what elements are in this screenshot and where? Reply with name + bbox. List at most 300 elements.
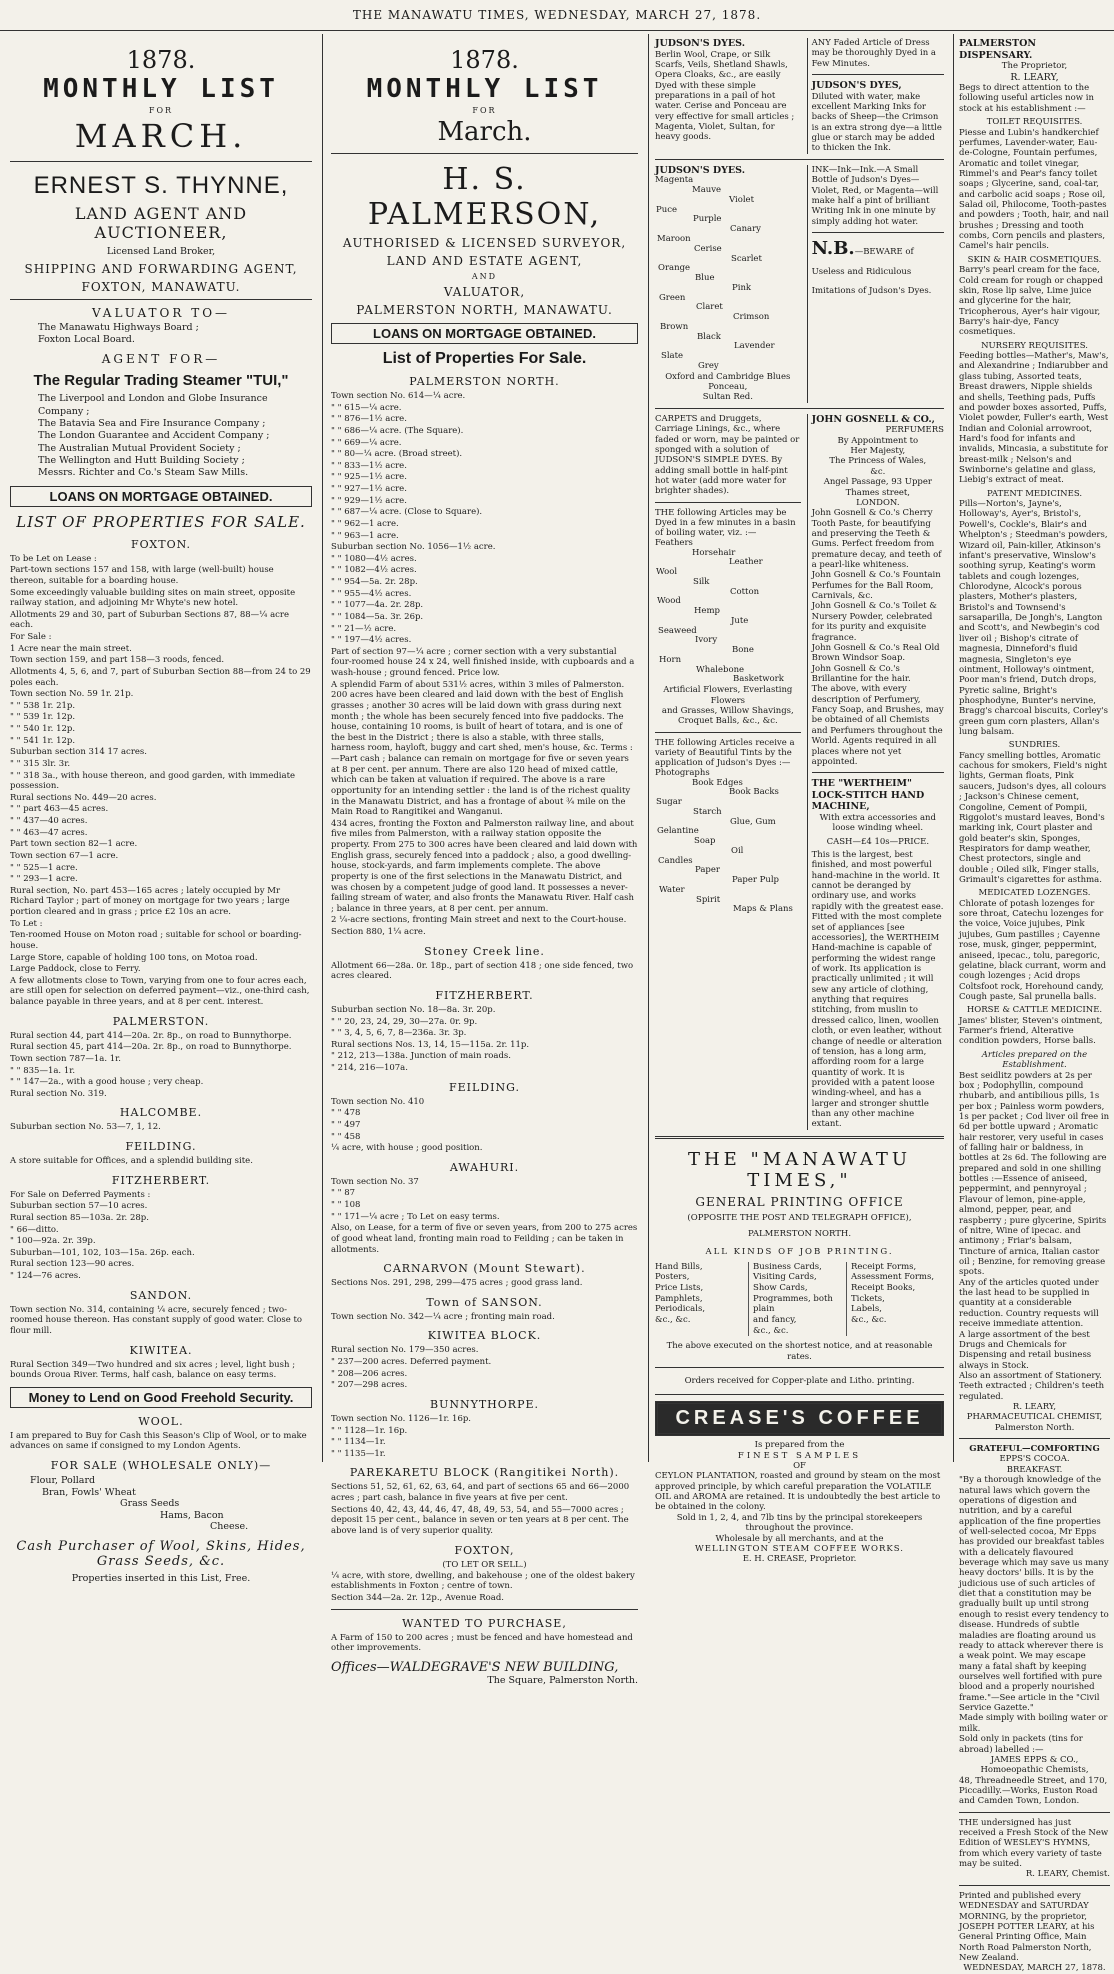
list-item: " " 497 bbox=[331, 1119, 361, 1130]
month-title: March. bbox=[437, 117, 532, 147]
list-item: Town section No. 59 1r. 21p. bbox=[10, 689, 134, 700]
list-item: John Gosnell & Co.'s Fountain Perfumes for the Ball Room, Carnivals, &c. bbox=[811, 570, 941, 602]
list-item: John Gosnell & Co.'s Real Old Brown Windsor Soap. bbox=[811, 642, 940, 664]
section-heading: Stoney Creek line. bbox=[424, 944, 545, 958]
list-item: Bran, Fowls' Wheat bbox=[42, 1486, 136, 1498]
list-item: Part-town sections 157 and 158, with large (well-built) house thereon, suitable for a boarding house. bbox=[10, 565, 274, 586]
list-item: Rural Section 349—Two hundred and six acres ; level, light bush ; bounds Oroua River. Terms, half cash, balance on easy terms. bbox=[10, 1359, 296, 1381]
list-item: Town section 787—1a. 1r. bbox=[10, 1053, 122, 1064]
imprint-date: WEDNESDAY, MARCH 27, 1878. bbox=[963, 1963, 1106, 1974]
agent-for-heading: AGENT FOR— bbox=[101, 352, 221, 367]
ad-heading: N.B. bbox=[811, 237, 855, 259]
list-item: " " 318 3a., with house thereon, and good garden, with immediate possession. bbox=[10, 770, 296, 792]
ink-ad bbox=[807, 165, 944, 403]
ad-body: and Grasses, Willow Shavings, bbox=[661, 705, 794, 716]
list-item: A few allotments close to Town, varying from one to four acres each, are still open for selection on deferred payment—viz., one-third cash, balance payable in three years, and at 8 per cent. interest. bbox=[10, 975, 310, 1008]
job-heading: ALL KINDS OF JOB PRINTING. bbox=[705, 1247, 894, 1258]
wool-text: I am prepared to Buy for Cash this Season's Clip of Wool, or to make advances on same if consigned to my London Agents. bbox=[10, 1430, 307, 1452]
divider bbox=[812, 232, 944, 233]
column-advertisements bbox=[648, 34, 950, 1565]
broker-line: Licensed Land Broker, bbox=[106, 246, 216, 257]
list-item: Gelantine bbox=[657, 826, 699, 837]
feilding-listings bbox=[331, 1097, 638, 1154]
list-item: The Wellington and Hutt Building Society ; bbox=[38, 454, 245, 466]
ad-body: Sultan Red. bbox=[702, 392, 753, 403]
list-item: Orange bbox=[658, 263, 691, 274]
subheading: SKIN & HAIR COSMETIQUES. bbox=[967, 254, 1102, 265]
list-item: " " 541 1r. 12p. bbox=[10, 735, 76, 746]
ad-text: Chlorate of potash lozenges for sore throat, Catechu lozenges for the voice, Voice jujubes, Pink jujubes, Gum pastilles ; Cayenne rose, musk, ginger, peppermint, aniseed, ipecac., tolu, paregoric, gelatine, black currant, worm and cough lozenges ; Acid drops Coltsfoot rock, Horehound candy, Cough paste, Sal prunella balls. bbox=[959, 898, 1107, 1002]
list-item: Sections 51, 52, 61, 62, 63, 64, and part of sections 65 and 66—2000 acres ; part cash, balance in five years at five per cent. bbox=[331, 1482, 630, 1503]
monthly-list-title: MONTHLY LIST bbox=[366, 74, 603, 104]
signature: R. LEARY, Chemist. bbox=[1025, 1869, 1110, 1880]
list-item: Oil bbox=[731, 845, 744, 856]
list-heading: LIST OF PROPERTIES FOR SALE. bbox=[16, 512, 306, 531]
subheading: NURSERY REQUISITES. bbox=[981, 340, 1088, 351]
tint-list bbox=[655, 769, 801, 915]
list-item: " " 955—4½ acres. bbox=[331, 588, 412, 599]
coffee-text: Is prepared from the bbox=[754, 1440, 845, 1451]
list-item: The Batavia Sea and Fire Insurance Company ; bbox=[38, 417, 266, 429]
list-item: The above, with every description of Perfumery, Fancy Soap, and Brushes, may be obtained of all Chemists and Perfumers throughout the World. Agents required in all places where not yet appointed. bbox=[811, 684, 944, 767]
list-item: " " 1128—1r. 16p. bbox=[331, 1425, 408, 1436]
list-item: Pamphlets, bbox=[655, 1293, 703, 1304]
bunnythorpe-listings bbox=[331, 1414, 638, 1460]
list-item: Horn bbox=[659, 654, 682, 665]
steamer-heading: The Regular Trading Steamer "TUI," bbox=[33, 372, 289, 390]
list-item: " " 87 bbox=[331, 1188, 356, 1199]
list-item: " " 437—40 acres. bbox=[10, 816, 88, 827]
ad-body: Diluted with water, make excellent Marking Inks for backs of Sheep—the Crimson is an extra strong dye—a little glue or starch may be added to thicken the Ink. bbox=[811, 91, 942, 154]
shipping-line: SHIPPING AND FORWARDING AGENT, bbox=[24, 261, 298, 276]
ad-body: Oxford and Cambridge Blues Ponceau, bbox=[665, 371, 791, 393]
list-item: The London Guarantee and Accident Company ; bbox=[38, 430, 270, 442]
list-item: Grass Seeds bbox=[120, 1498, 180, 1510]
list-item: Assessment Forms, bbox=[851, 1272, 935, 1283]
list-item: Wood bbox=[657, 596, 681, 607]
subheading: HORSE & CATTLE MEDICINE. bbox=[966, 1005, 1103, 1016]
ad-text: Barry's pearl cream for the face, Cold cream for rough or chapped skin, Rose lip salve, Lime juice and glycerine for the hair, Tricopherous, Ayer's hair vigour, Barry's hair-dye, Fancy cosmetiques. bbox=[959, 265, 1104, 338]
foxton-sub: (TO LET OR SELL.) bbox=[442, 1559, 527, 1570]
list-item: Periodicals, bbox=[655, 1304, 706, 1315]
advertiser-name: H. S. PALMERSON, bbox=[367, 162, 602, 232]
section-heading: FEILDING. bbox=[449, 1080, 520, 1094]
list-item: Receipt Books, bbox=[851, 1283, 916, 1294]
list-item: Programmes, both plain bbox=[753, 1293, 833, 1315]
list-item: Blue bbox=[695, 273, 715, 284]
divider bbox=[812, 772, 944, 773]
land-agent-line: LAND AND ESTATE AGENT, bbox=[386, 254, 583, 268]
list-item: " " 1135—1r. bbox=[331, 1448, 386, 1459]
appointment-list bbox=[812, 436, 944, 509]
list-item: " " 669—¼ acre. bbox=[331, 437, 402, 448]
section-heading: FOXTON, bbox=[454, 1543, 515, 1557]
list-item: Candles bbox=[658, 855, 693, 866]
list-item: ¼ acre, with house ; good position. bbox=[331, 1143, 483, 1154]
list-item: Posters, bbox=[655, 1272, 690, 1283]
list-item: By Appointment to bbox=[837, 435, 919, 446]
coffee-text: OF bbox=[793, 1460, 806, 1471]
list-item: Suburban section 57—10 acres. bbox=[10, 1201, 148, 1212]
list-item: Silk bbox=[693, 576, 710, 587]
advertiser-name: ERNEST S. THYNNE, bbox=[33, 172, 289, 199]
list-item: Rural section 85—103a. 2r. 28p. bbox=[10, 1212, 149, 1223]
list-item: Foxton Local Board. bbox=[38, 333, 135, 345]
year: 1878. bbox=[126, 46, 196, 74]
divider bbox=[655, 408, 944, 409]
list-item: Wool bbox=[656, 567, 678, 578]
money-banner: Money to Lend on Good Freehold Security. bbox=[10, 1387, 312, 1408]
ad-text: Sold only in packets (tins for abroad) labelled :— bbox=[959, 1734, 1083, 1755]
list-item: Suburban section No. 1056—1½ acre. bbox=[331, 542, 496, 553]
list-item: Grey bbox=[698, 360, 719, 371]
list-item: Whalebone bbox=[696, 664, 745, 675]
list-item: " " 478 bbox=[331, 1108, 361, 1119]
ad-text: The Proprietor, bbox=[1001, 61, 1068, 72]
list-item: " " 963—1 acre. bbox=[331, 530, 399, 541]
for-label: FOR bbox=[148, 106, 174, 115]
list-item: " " 458 bbox=[331, 1131, 361, 1142]
section-heading: KIWITEA. bbox=[129, 1343, 193, 1357]
list-item: Horsehair bbox=[692, 547, 736, 558]
list-item: " " 315 3lr. 3r. bbox=[10, 758, 71, 769]
list-item: Town section No. 410 bbox=[331, 1096, 425, 1107]
divider bbox=[655, 1367, 944, 1368]
ad-text: Pills—Norton's, Jayne's, Holloway's, Ayer's, Bristol's, Powell's, Cockle's, Blair's and Whelpton's ; Steedman's powders, Wizard oil, Pain-killer, Atkinson's infant's preservative, Winslow's soothing syrup, Keating's worm tablets and cough lozenges, Chlorodyne, Alcock's porous plasters, Mother's plasters, Bristol's and Townsend's sarsaparilla, De Jongh's, Langton and Scott's, and Newbegin's cod liver oil ; Bishop's citrate of magnesia, Dinneford's fluid magnesia, Singleton's eye ointment, Holloway's ointment, Poor man's friend, Dutch drops, Pyretic saline, Bright's phosphodyne, Bunter's nervine, Bragg's charcoal biscuits, Corley's green gum corn plasters, Allan's lung balsam. bbox=[959, 499, 1108, 738]
list-item: " 207—298 acres. bbox=[331, 1380, 408, 1391]
list-item: Large Store, capable of holding 100 tons, on Motoa road. bbox=[10, 952, 258, 963]
list-item: Water bbox=[659, 884, 685, 895]
year: 1878. bbox=[450, 46, 519, 74]
section-heading: CARNARVON (Mount Stewart). bbox=[383, 1262, 586, 1276]
section-heading: BUNNYTHORPE. bbox=[429, 1397, 540, 1411]
coffee-text: WELLINGTON STEAM COFFEE WORKS. bbox=[695, 1543, 904, 1554]
loans-banner: LOANS ON MORTGAGE OBTAINED. bbox=[331, 323, 638, 344]
list-item: Crimson bbox=[733, 312, 770, 323]
list-item: 1 Acre near the main street. bbox=[10, 643, 132, 654]
list-item: Lavender bbox=[734, 341, 775, 352]
list-item: " " 21—½ acre. bbox=[331, 623, 397, 634]
list-item: Jute bbox=[731, 615, 749, 626]
ad-text: "By a thorough knowledge of the natural laws which govern the operations of digestion and nutrition, and by a careful application of the fine properties of well-selected cocoa, Mr Epps has provided our breakfast tables with a delicately flavoured beverage which may save us many heavy doctors' bills. It is by the judicious use of such articles of diet that a constitution may be gradually built up until strong enough to resist every tendency to disease. Hundreds of subtle maladies are floating around us ready to attack wherever there is a weak point. We may escape many a fatal shaft by keeping ourselves well fortified with pure blood and a properly nourished frame."—See article in the "Civil Service Gazette." bbox=[959, 1475, 1109, 1714]
judson-colours-ad bbox=[655, 165, 801, 403]
section-heading: PAREKARETU BLOCK (Rangitikei North). bbox=[349, 1466, 620, 1480]
job-column bbox=[655, 1262, 748, 1336]
ad-heading: JOHN GOSNELL & CO., bbox=[811, 413, 935, 425]
list-item: " " 20, 23, 24, 29, 30—27a. 0r. 9p. bbox=[331, 1016, 478, 1027]
list-item: Allotments 29 and 30, part of Suburban Sections 87, 88—¼ acre each. bbox=[10, 609, 289, 631]
list-item: Suburban section No. 53—7, 1, 12. bbox=[10, 1122, 161, 1133]
divider bbox=[331, 153, 638, 154]
list-item: Section 344—2a. 2r. 12p., Avenue Road. bbox=[331, 1593, 504, 1604]
foxton-listings bbox=[331, 1571, 638, 1604]
fitzherbert-listings bbox=[331, 1005, 638, 1074]
list-item: " " 539 1r. 12p. bbox=[10, 712, 76, 723]
list-item: The Australian Mutual Provident Society ; bbox=[38, 442, 241, 454]
list-item: Rural section No. 319. bbox=[10, 1088, 107, 1099]
ad-text: Teeth extracted ; Children's teeth regulated. bbox=[959, 1381, 1105, 1402]
for-label: FOR bbox=[472, 106, 497, 115]
list-item: Green bbox=[659, 292, 686, 303]
list-item: Book Backs bbox=[729, 787, 779, 798]
list-item: Town section 159, and part 158—3 roods, fenced. bbox=[10, 655, 225, 666]
list-item: &c., &c. bbox=[655, 1314, 691, 1325]
list-item: Feathers bbox=[655, 537, 693, 548]
list-item: " 237—200 acres. Deferred payment. bbox=[331, 1357, 492, 1367]
ad-body: Croquet Balls, &c., &c. bbox=[677, 716, 778, 727]
palmerston-listings bbox=[10, 1031, 312, 1100]
list-item: Rural section No. 179—350 acres. bbox=[331, 1345, 479, 1356]
list-item: " 66—ditto. bbox=[10, 1224, 59, 1235]
section-heading: Town of SANSON. bbox=[426, 1295, 543, 1309]
list-item: Rural section, No. part 453—165 acres ; lately occupied by Mr Richard Taylor ; part of money on mortgage for two years ; large portion cleared and in grass ; price £2 10s an acre. bbox=[10, 885, 290, 918]
list-item: Purple bbox=[693, 214, 722, 225]
list-item: Allotment 66—28a. 0r. 18p., part of section 418 ; one side fenced, two acres cleared. bbox=[331, 960, 634, 982]
sandon-listings bbox=[10, 1305, 312, 1337]
list-item: Soap bbox=[694, 836, 716, 847]
list-item: Some exceedingly valuable building sites on main street, opposite railway station, and adjoining Mr Whyte's new hotel. bbox=[10, 587, 296, 609]
list-item: Rural section 44, part 414—20a. 2r. 8p., on road to Bunnythorpe. bbox=[10, 1030, 292, 1041]
list-item: " " 615—¼ acre. bbox=[331, 402, 402, 413]
divider bbox=[655, 1136, 944, 1139]
ad-row bbox=[655, 414, 944, 1130]
valuator-line: VALUATOR, bbox=[443, 285, 526, 299]
list-item: Black bbox=[697, 331, 721, 342]
ad-text: Homoeopathic Chemists, bbox=[980, 1765, 1089, 1776]
list-item: Canary bbox=[730, 224, 761, 235]
list-item: Hams, Bacon bbox=[160, 1509, 224, 1521]
list-item: Suburban section 314 17 acres. bbox=[10, 747, 147, 758]
signature: Palmerston North. bbox=[994, 1422, 1075, 1433]
section-heading: KIWITEA BLOCK. bbox=[427, 1329, 542, 1343]
foxton-listings bbox=[10, 554, 312, 1008]
properties-note: Properties inserted in this List, Free. bbox=[71, 1572, 251, 1584]
list-item: Claret bbox=[696, 302, 723, 313]
and-line: AND bbox=[471, 272, 498, 281]
column-thynne bbox=[0, 34, 318, 1584]
list-item: Visiting Cards, bbox=[753, 1272, 817, 1283]
list-item: " " 108 bbox=[331, 1200, 361, 1210]
ad-body: This is the largest, best finished, and most powerful hand-machine in the world. It cannot be deranged by ordinary use, and works rapidly with the greatest ease. Fitted with the most complete set of appliances [see accessories], the WERTHEIM Hand-machine is capable of performing the widest range of work. Its application is practically unlimited ; it will sew any article of clothing, anything that requires stitching, from muslin to dressed calico, linen, woollen cloth, or even leather, without change of needle or alteration of tension, has a long arm, affording room for a large quantity of work. It is provided with a patent loose winding-wheel, and has a larger and stronger shuttle than any other machine extant. bbox=[811, 850, 944, 1130]
list-item: Town section No. 342—¼ acre ; fronting main road. bbox=[331, 1311, 555, 1322]
list-item: Messrs. Richter and Co.'s Steam Saw Mills. bbox=[38, 467, 249, 479]
list-item: Bone bbox=[732, 645, 754, 656]
list-item: ¼ acre, with store, dwelling, and bakehouse ; one of the oldest bakery establishments in Foxton ; centre of town. bbox=[331, 1570, 635, 1592]
list-item: Paper Pulp bbox=[732, 875, 779, 886]
list-item: " " 929—1½ acre. bbox=[331, 495, 407, 506]
list-item: A splendid Farm of about 531½ acres, within 3 miles of Palmerston. 200 acres have been cleared and laid down with the best of English grasses ; another 30 acres will be laid down with grass during next month ; the whole has been securely fenced into five paddocks. The house, containing 10 rooms, is built of heart of totara, and is one of the best in the District ; there is also a stable, with three stalls, harness room, hayloft, buggy and cart shed, men's house, &c. Terms :—Part cash ; balance can remain on mortgage for five or seven years at 8 per cent. per annum. There are also 120 head of mixed cattle, which can be taken at valuation if required. The above is a rare opportunity for an intending settler : the land is of the richest quality in the Manawatu District, and has a frontage of about ¾ mile on the Main Road to Rangitikei and Wanganui. bbox=[331, 679, 633, 818]
ad-text: Best seidlitz powders at 2s per box ; Podophyllin, compound rhubarb, and antibilious pills, 1s per box ; Painless worm powders, 1s per packet ; Cod liver oil free in 6d per bottle upward ; Aromatic hair restorer, very useful in cases of falling hair or baldness, in bottles at 2s 6d. The following are prepared and sold in one shilling bottles :—Essence of aniseed, peppermint, and pennyroyal ; Flavour of lemon, pine-apple, almond, pepper, pear, and raspberry ; pure glycerine, Spirits of nitre, Wine of ipecac. and antimony ; Friar's balsam, Tincture of arnica, Italian castor oil ; Benzine, for removing grease spots. bbox=[959, 1070, 1110, 1278]
list-item: Cheese. bbox=[210, 1521, 249, 1533]
list-item: " " 3, 4, 5, 6, 7, 8—236a. 3r. 3p. bbox=[331, 1028, 467, 1039]
section-heading: PALMERSTON NORTH. bbox=[409, 375, 560, 388]
list-item: Also, on Lease, for a term of five or seven years, from 200 to 275 acres of good wheat land, fronting main road to Feilding ; can be taken in allotments. bbox=[331, 1223, 638, 1255]
job-column bbox=[748, 1262, 846, 1336]
list-item: " " 147—2a., with a good house ; very cheap. bbox=[10, 1077, 204, 1088]
list-item: " " 540 1r. 12p. bbox=[10, 724, 76, 735]
list-item: The Liverpool and London and Globe Insurance Company ; bbox=[38, 393, 268, 417]
coffee-text: Wholesale by all merchants, and at the bbox=[715, 1533, 884, 1544]
divider bbox=[655, 502, 801, 503]
list-item: Rural sections Nos. 13, 14, 15—115a. 2r. 11p. bbox=[331, 1039, 530, 1050]
times-office: GENERAL PRINTING OFFICE bbox=[695, 1194, 904, 1209]
masthead: THE MANAWATU TIMES, WEDNESDAY, MARCH 27, 1878. bbox=[0, 0, 1114, 31]
ad-heading: JUDSON'S DYES. bbox=[655, 38, 746, 49]
list-item: Sections Nos. 291, 298, 299—475 acres ; good grass land. bbox=[331, 1278, 583, 1289]
cash-price: CASH—£4 10s—PRICE. bbox=[826, 836, 930, 847]
divider bbox=[655, 1394, 944, 1395]
list-item: Mauve bbox=[692, 185, 722, 196]
list-item: Suburban—101, 102, 103—15a. 26p. each. bbox=[10, 1247, 195, 1258]
advertiser-title: AUTHORISED & LICENSED SURVEYOR, bbox=[342, 236, 627, 250]
list-item: Flour, Pollard bbox=[30, 1475, 96, 1487]
coffee-text: Sold in 1, 2, 4, and 7lb tins by the principal storekeepers throughout the province. bbox=[676, 1512, 923, 1534]
gosnell-body bbox=[812, 508, 944, 767]
wholesale-heading: FOR SALE (WHOLESALE ONLY)— bbox=[50, 1459, 272, 1473]
stoney-listings bbox=[331, 961, 638, 982]
agency-list bbox=[10, 393, 312, 479]
monthly-list-title: MONTHLY LIST bbox=[43, 74, 279, 104]
list-item: Rural sections No. 449—20 acres. bbox=[10, 792, 157, 803]
list-item: Magenta bbox=[655, 175, 694, 186]
list-item: &c. bbox=[870, 466, 886, 477]
list-item: " " 1084—5a. 3r. 26p. bbox=[331, 611, 424, 622]
wholesale-items bbox=[10, 1475, 312, 1533]
imprint: Printed and published every WEDNESDAY and SATURDAY MORNING, by the proprietor, JOSEPH POTTER LEARY, at his General Printing Office, Main North Road Palmerston North, New Zealand. bbox=[959, 1890, 1095, 1963]
list-item: " " 1082—4½ acres. bbox=[331, 565, 417, 576]
wool-heading: WOOL. bbox=[138, 1414, 184, 1428]
section-heading: PALMERSTON. bbox=[112, 1014, 210, 1028]
list-item: Suburban section No. 18—8a. 3r. 20p. bbox=[331, 1004, 496, 1015]
list-item: Town section No. 1126—1r. 16p. bbox=[331, 1413, 472, 1424]
list-item: Ten-roomed House on Moton road ; suitable for school or boarding-house. bbox=[10, 930, 302, 951]
list-item: 434 acres, fronting the Foxton and Palmerston railway line, and about five miles from Palmerston, with a railway station opposite the property. From 275 to 300 acres have been cleared and laid down with English grass, securely fenced into a paddock ; also, a good dwelling-house, stock-yards, and farm implements complete. The above property is one of the first selections in the Manawatu District, and was chosen by a competent judge of good land. It possesses a never-failing stream of water, and also fronts the Manawatu River. Half cash ; balance in three years, at 8 per cent. per annum. bbox=[331, 818, 638, 914]
article-list bbox=[655, 539, 801, 685]
list-item: Brown bbox=[660, 321, 689, 332]
list-item: Scarlet bbox=[731, 253, 762, 264]
subheading: SUNDRIES. bbox=[1008, 740, 1061, 751]
list-item: " " part 463—45 acres. bbox=[10, 804, 109, 815]
ad-body: INK—Ink—Ink.—A Small Bottle of Judson's Dyes—Violet, Red, or Magenta—will make half a pint of brilliant Writing Ink in one minute by simply adding hot water. bbox=[811, 164, 939, 227]
shortest-notice: The above executed on the shortest notice, and at reasonable rates. bbox=[666, 1341, 933, 1362]
ad-text: Piesse and Lubin's handkerchief perfumes, Lavender-water, Eau-de-Cologne, Fountain perfumes, Aromatic and toilet vinegar, Rimmel's and Pear's fancy toilet soaps ; Glycerine, sand, coal-tar, and carbolic acid soaps ; Rose oil, Salad oil, Philocome, Tooth-pastes and powders ; Tooth, hair, and nail brushes ; Dressing and tooth combs, Corn pencils and plasters, Camel's hair pencils. bbox=[959, 127, 1109, 252]
ad-text: 48, Threadneedle Street, and 170, Piccadilly.—Works, Euston Road and Camden Town, London. bbox=[959, 1775, 1108, 1807]
section-heading: FITZHERBERT. bbox=[111, 1173, 211, 1187]
subheading: PATENT MEDICINES. bbox=[986, 488, 1083, 499]
kiwitea-listings bbox=[10, 1360, 312, 1381]
list-item: Violet bbox=[729, 194, 754, 205]
ad-text: A large assortment of the best Drugs and Chemicals for Dispensing and retail business always in Stock. bbox=[959, 1329, 1092, 1371]
list-item: Labels, bbox=[851, 1304, 882, 1315]
sanson-listings bbox=[331, 1312, 638, 1323]
list-heading: List of Properties For Sale. bbox=[382, 350, 587, 367]
wanted-heading: WANTED TO PURCHASE, bbox=[402, 1616, 567, 1630]
list-item: Receipt Forms, bbox=[851, 1261, 917, 1272]
list-item: John Gosnell & Co.'s Cherry Tooth Paste, for beautifying and preserving the Teeth & Gums. Perfect freedom from premature decay, and teeth of a pearl-like whiteness. bbox=[811, 508, 942, 571]
divider bbox=[959, 1885, 1110, 1886]
divider bbox=[959, 1438, 1110, 1439]
ad-body: Berlin Wool, Crape, or Silk Scarfs, Veils, Shetland Shawls, Opera Cloaks, &c., are easily Dyed with these simple preparations in a pail of hot water. Cerise and Ponceau are very effective for small articles ; Magenta, Violet, Sultan, for heavy goods. bbox=[655, 49, 795, 143]
list-item: To be Let on Lease : bbox=[10, 553, 97, 564]
list-item: Ivory bbox=[695, 635, 718, 646]
list-item: Large Paddock, close to Ferry. bbox=[10, 964, 141, 975]
list-item: " 208—206 acres. bbox=[331, 1368, 408, 1379]
judson-ad bbox=[807, 38, 944, 154]
list-item: The Manawatu Highways Board ; bbox=[38, 321, 199, 333]
divider bbox=[10, 161, 312, 162]
section-heading: FOXTON. bbox=[130, 537, 192, 551]
ad-row bbox=[655, 38, 944, 154]
coffee-text: FINEST SAMPLES bbox=[737, 1450, 862, 1461]
list-item: Spirit bbox=[696, 894, 721, 905]
list-item: Town section No. 314, containing ¼ acre, securely fenced ; two-roomed house thereon. Has constant supply of good water. Close to flour mill. bbox=[10, 1304, 303, 1336]
valuator-list bbox=[10, 322, 312, 347]
ad-text: Any of the articles quoted under the last head to be supplied in quantity at a considerable reduction. Country requests will receive immediate attention. bbox=[959, 1277, 1099, 1330]
coffee-text: CEYLON PLANTATION, roasted and ground by steam on the most approved principle, by which careful preparation the VOLATILE OIL and AROMA are retained. It is undoubtedly the best article to be obtained in the colony. bbox=[655, 1471, 941, 1513]
halcombe-listings bbox=[10, 1122, 312, 1133]
list-item: Paper bbox=[695, 865, 720, 876]
ad-sub: BREAKFAST. bbox=[1006, 1464, 1063, 1475]
list-item: and fancy, bbox=[753, 1314, 797, 1325]
feilding-listings bbox=[10, 1156, 312, 1167]
ad-text: Also an assortment of Stationery. bbox=[959, 1370, 1102, 1381]
palmerston-north-listings bbox=[331, 391, 638, 938]
list-item: " " 962—1 acre. bbox=[331, 518, 399, 529]
square-line: The Square, Palmerston North. bbox=[487, 1674, 638, 1686]
list-item: Seaweed bbox=[658, 625, 697, 636]
ad-text: Fancy smelling bottles, Aromatic cachous for smokers, Field's night lights, German floats, Pink saucers, Judson's dyes, all colours ; Jackson's Chinese cement, Congoline, Cement of Pompii, Riggolot's mustard leaves, Bond's marking ink, Court plaster and gold beater's skin, Sponges, Respirators for damp weather, Chest protectors, single and double ; Oiled silk, Finger stalls, Grimault's cigarettes for asthma. bbox=[959, 750, 1108, 886]
list-item: Part town section 82—1 acre. bbox=[10, 839, 138, 850]
ad-text: THE undersigned has just received a Fresh Stock of the New Edition of WESLEY'S HYMNS, from which every variety of taste may be suited. bbox=[959, 1817, 1109, 1870]
section-heading: FITZHERBERT. bbox=[435, 988, 534, 1002]
carnarvon-listings bbox=[331, 1278, 638, 1289]
list-item: To Let : bbox=[10, 918, 43, 929]
ad-heading: JUDSON'S DYES. bbox=[655, 164, 746, 176]
list-item: John Gosnell & Co.'s Brillantine for the hair. bbox=[811, 663, 911, 684]
ad-text: Begs to direct attention to the following useful articles now in stock at his establishment :— bbox=[959, 83, 1094, 114]
loans-banner: LOANS ON MORTGAGE OBTAINED. bbox=[10, 486, 312, 507]
divider bbox=[331, 1609, 638, 1610]
list-item: For Sale on Deferred Payments : bbox=[10, 1189, 151, 1200]
list-item: Sugar bbox=[656, 797, 682, 808]
list-item: " " 197—4½ acres. bbox=[331, 635, 412, 646]
judson-ad bbox=[655, 38, 801, 154]
ad-heading: THE "WERTHEIM" LOCK-STITCH HAND MACHINE, bbox=[811, 778, 925, 813]
list-item: " " 1077—4a. 2r. 28p. bbox=[331, 600, 424, 611]
list-item: " 124—76 acres. bbox=[10, 1271, 81, 1282]
divider bbox=[655, 732, 801, 733]
list-item: Slate bbox=[661, 351, 684, 362]
cash-purchaser: Cash Purchaser of Wool, Skins, Hides, Grass Seeds, &c. bbox=[16, 1538, 306, 1569]
ad-text: Feeding bottles—Mather's, Maw's, and Alexandrine ; Indiarubber and glass tubing, Assorted teats, Breast drawers, Nipple shields and shells, Teething pads, Puffs and powder boxes assorted, Puffs, Violet powder, Fuller's earth, West Indian and Colonial arrowroot, Hard's food for infants and invalids, Mincasia, a substitute for breast-milk ; Nelson's and Swinborne's gelatine and glass, Liebig's extract of meat. bbox=[959, 351, 1109, 486]
ad-text: JAMES EPPS & CO., bbox=[990, 1754, 1079, 1765]
divider bbox=[10, 299, 312, 300]
list-item: Business Cards, bbox=[753, 1261, 822, 1272]
list-item: Cerise bbox=[694, 243, 722, 254]
list-item: Hand Bills, bbox=[655, 1261, 703, 1272]
list-item: " " 538 1r. 21p. bbox=[10, 700, 76, 711]
list-item: " " 927—1½ acre. bbox=[331, 484, 407, 494]
list-item: Basketwork bbox=[733, 674, 784, 685]
valuator-heading: VALUATOR TO— bbox=[91, 305, 231, 320]
list-item: Cotton bbox=[730, 586, 760, 597]
ad-heading: PALMERSTON DISPENSARY. bbox=[959, 38, 1037, 61]
coffee-banner: CREASE'S COFFEE bbox=[655, 1401, 944, 1436]
list-item: Book Edges bbox=[692, 777, 743, 788]
ad-text: James' blister, Steven's ointment, Farmer's friend, Alterative condition powders, Horse balls. bbox=[959, 1015, 1103, 1047]
list-item: Photographs bbox=[655, 767, 710, 778]
list-item: " " 171—¼ acre ; To Let on easy terms. bbox=[331, 1211, 500, 1222]
